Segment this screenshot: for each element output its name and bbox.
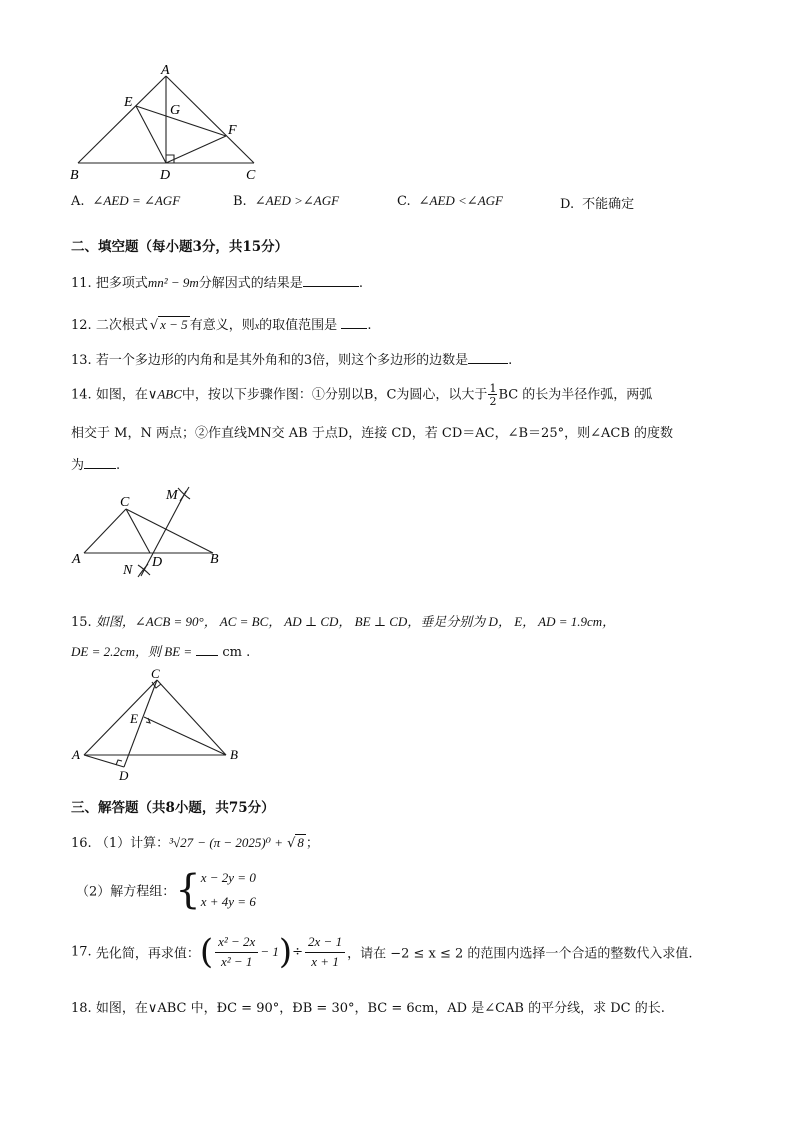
label-c: C: [120, 495, 130, 510]
label-a: A: [72, 552, 81, 567]
question-15-line1: 15. 如图，∠ACB = 90°， AC = BC， AD ⊥ CD， BE ⊥ CD，垂足分别为 D， E， AD = 1.9cm，: [71, 614, 616, 630]
question-14-line3: 为 .: [71, 454, 120, 473]
question-12: 12. 二次根式 √ x − 5 有意义，则x的取值范围是 .: [71, 317, 372, 333]
label-c: C: [246, 168, 256, 183]
answer-blank: [84, 455, 116, 469]
section-2-title: 二、填空题（每小题3分，共15分）: [71, 239, 289, 255]
question-18: 18. 如图，在∨ABC 中，ÐC = 90°，ÐB = 30°，BC = 6cm，AD 是∠CAB 的平分线，求 DC 的长.: [71, 1001, 665, 1016]
label-b: B: [70, 168, 79, 183]
label-f: F: [228, 123, 237, 138]
label-c: C: [151, 666, 160, 681]
figure-triangle-aedgf: [62, 58, 272, 183]
question-14-line1: 14. 如图，在∨ABC中，按以下步骤作图：①分别以B，C为圆心，以大于 $\frac{1}{2}$ BC 的长为半径作弧，两弧: [71, 382, 653, 408]
label-b: B: [230, 747, 238, 762]
label-m: M: [166, 488, 178, 503]
label-e: E: [124, 95, 133, 110]
label-g: G: [170, 103, 181, 118]
question-16-part1: 16. （1）计算：³√27 − (π − 2025)⁰ + √ 8 ；: [71, 835, 319, 851]
answer-blank: [303, 273, 359, 287]
question-13: 13. 若一个多边形的内角和是其外角和的3倍，则这个多边形的边数是 .: [71, 349, 512, 368]
figure-triangle-mn: [68, 485, 230, 581]
question-11: 11. 把多项式mn² − 9m分解因式的结果是 .: [71, 275, 363, 291]
question-15-line2: DE = 2.2cm，则 BE = cm .: [71, 644, 251, 660]
answer-blank: [341, 315, 367, 329]
question-17: 17. 先化简，再求值：( $\frac{\text{x² − 2x}}{\text{x² − 1}}$ − 1)÷ $\frac{2x - 1}{x + 1}$ ，请在 −2 ≤ x ≤ 2 的范围内选择一个合适的整数代入求值.: [71, 932, 693, 972]
q10-option-a: A. ∠AED = ∠AGF: [71, 193, 181, 209]
answer-blank: [468, 350, 508, 364]
label-a: A: [72, 747, 80, 762]
label-n: N: [123, 563, 133, 578]
label-d: D: [152, 555, 163, 570]
fraction-half: $\frac{1}{2}$: [489, 382, 497, 408]
section-3-title: 三、解答题（共8小题，共75分）: [71, 800, 275, 816]
question-14-line2: 相交于 M，N 两点；②作直线MN交 AB 于点D，连接 CD，若 CD＝AC，∠B＝25°，则∠ACB 的度数: [71, 426, 674, 441]
figure-right-triangle: [66, 666, 246, 788]
q10-option-c: C. ∠AED <∠AGF: [397, 193, 503, 209]
label-d: D: [119, 768, 129, 783]
q10-option-d: D. 不能确定: [560, 197, 635, 212]
label-e: E: [130, 711, 138, 726]
label-a: A: [161, 63, 170, 78]
answer-blank: [196, 642, 218, 656]
label-b: B: [210, 552, 219, 567]
q10-option-b: B. ∠AED >∠AGF: [233, 193, 340, 209]
question-16-part2: （2）解方程组：{ x − 2y = 0 x + 4y = 6: [76, 867, 256, 913]
system-brace: {: [175, 867, 201, 913]
label-d: D: [160, 168, 171, 183]
